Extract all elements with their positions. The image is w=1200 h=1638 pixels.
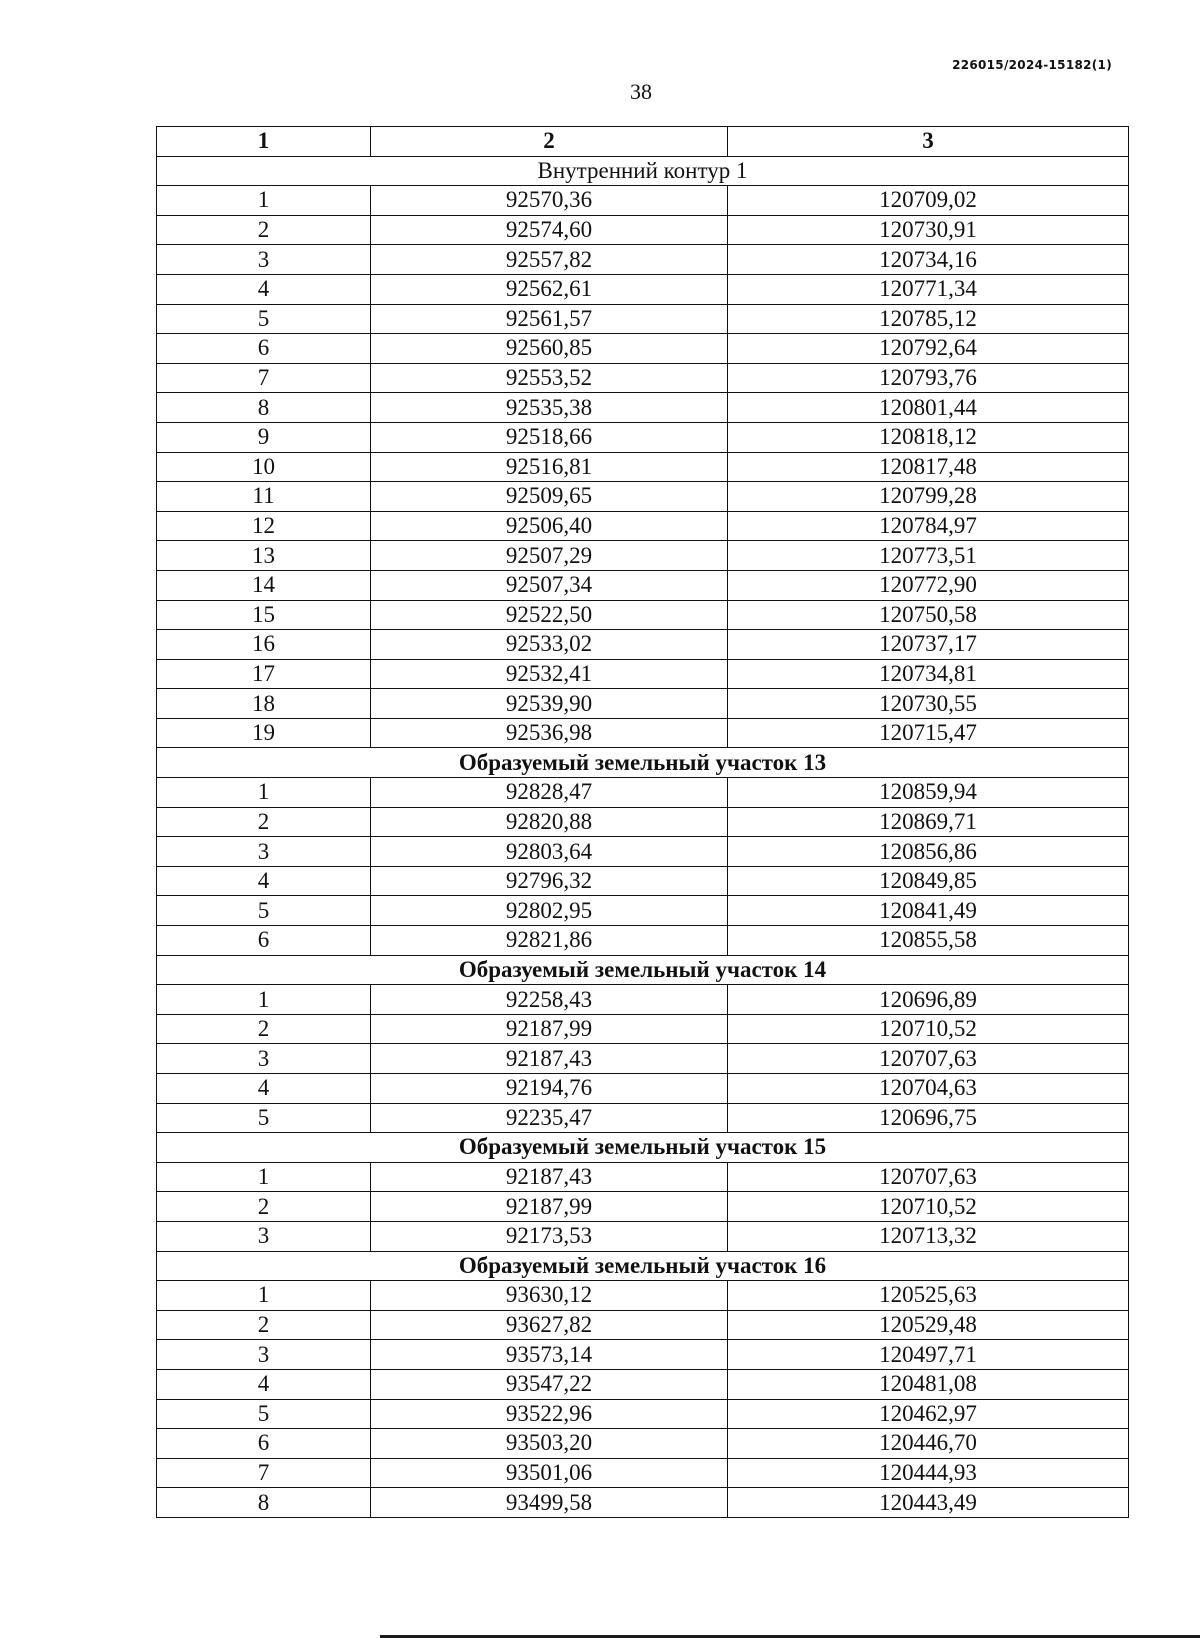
y-coordinate-cell: 120818,12: [728, 422, 1129, 452]
column-header-2: 2: [371, 127, 728, 157]
table-row: [157, 1429, 1129, 1459]
table-row: [157, 807, 1129, 837]
section-header-row: [157, 156, 1129, 186]
point-number-cell: 14: [157, 570, 371, 600]
x-coordinate-cell: 92557,82: [371, 245, 728, 275]
table-row: [157, 926, 1129, 956]
y-coordinate-cell: 120481,08: [728, 1369, 1129, 1399]
table-row: [157, 659, 1129, 689]
table-row: [157, 1340, 1129, 1370]
x-coordinate-cell: 92820,88: [371, 807, 728, 837]
x-coordinate-cell: 92258,43: [371, 985, 728, 1015]
x-coordinate-cell: 92802,95: [371, 896, 728, 926]
table-row: [157, 896, 1129, 926]
section-title: Образуемый земельный участок 16: [157, 1251, 1129, 1281]
point-number-cell: 2: [157, 1014, 371, 1044]
point-number-cell: 1: [157, 1281, 371, 1311]
point-number-cell: 2: [157, 215, 371, 245]
point-number-cell: 11: [157, 482, 371, 512]
point-number-cell: 7: [157, 1458, 371, 1488]
x-coordinate-cell: 92522,50: [371, 600, 728, 630]
y-coordinate-cell: 120696,89: [728, 985, 1129, 1015]
y-coordinate-cell: 120730,55: [728, 689, 1129, 719]
y-coordinate-cell: 120737,17: [728, 630, 1129, 660]
point-number-cell: 10: [157, 452, 371, 482]
y-coordinate-cell: 120841,49: [728, 896, 1129, 926]
table-row: [157, 541, 1129, 571]
coordinates-table-body: [157, 127, 1129, 1518]
x-coordinate-cell: 93630,12: [371, 1281, 728, 1311]
table-row: [157, 1399, 1129, 1429]
point-number-cell: 18: [157, 689, 371, 719]
table-row: [157, 393, 1129, 423]
y-coordinate-cell: 120710,52: [728, 1014, 1129, 1044]
x-coordinate-cell: 92536,98: [371, 718, 728, 748]
x-coordinate-cell: 92187,43: [371, 1044, 728, 1074]
table-row: [157, 452, 1129, 482]
point-number-cell: 4: [157, 1074, 371, 1104]
table-row: [157, 334, 1129, 364]
section-title: Образуемый земельный участок 15: [157, 1133, 1129, 1163]
x-coordinate-cell: 92560,85: [371, 334, 728, 364]
point-number-cell: 6: [157, 334, 371, 364]
point-number-cell: 2: [157, 807, 371, 837]
table-row: [157, 630, 1129, 660]
table-row: [157, 1192, 1129, 1222]
table-row: [157, 1310, 1129, 1340]
x-coordinate-cell: 92533,02: [371, 630, 728, 660]
y-coordinate-cell: 120859,94: [728, 778, 1129, 808]
column-header-1: 1: [157, 127, 371, 157]
point-number-cell: 5: [157, 1103, 371, 1133]
point-number-cell: 5: [157, 304, 371, 334]
x-coordinate-cell: 92507,34: [371, 570, 728, 600]
x-coordinate-cell: 92509,65: [371, 482, 728, 512]
x-coordinate-cell: 92187,99: [371, 1192, 728, 1222]
x-coordinate-cell: 92516,81: [371, 452, 728, 482]
y-coordinate-cell: 120707,63: [728, 1044, 1129, 1074]
table-row: [157, 689, 1129, 719]
point-number-cell: 2: [157, 1310, 371, 1340]
table-row: [157, 1014, 1129, 1044]
x-coordinate-cell: 92532,41: [371, 659, 728, 689]
point-number-cell: 4: [157, 274, 371, 304]
y-coordinate-cell: 120730,91: [728, 215, 1129, 245]
y-coordinate-cell: 120525,63: [728, 1281, 1129, 1311]
x-coordinate-cell: 93503,20: [371, 1429, 728, 1459]
point-number-cell: 1: [157, 186, 371, 216]
y-coordinate-cell: 120817,48: [728, 452, 1129, 482]
point-number-cell: 16: [157, 630, 371, 660]
table-row: [157, 363, 1129, 393]
point-number-cell: 1: [157, 778, 371, 808]
y-coordinate-cell: 120855,58: [728, 926, 1129, 956]
x-coordinate-cell: 93627,82: [371, 1310, 728, 1340]
y-coordinate-cell: 120792,64: [728, 334, 1129, 364]
table-row: [157, 1369, 1129, 1399]
point-number-cell: 8: [157, 393, 371, 423]
y-coordinate-cell: 120849,85: [728, 866, 1129, 896]
y-coordinate-cell: 120710,52: [728, 1192, 1129, 1222]
table-row: [157, 422, 1129, 452]
x-coordinate-cell: 92506,40: [371, 511, 728, 541]
section-title: Образуемый земельный участок 13: [157, 748, 1129, 778]
table-row: [157, 304, 1129, 334]
point-number-cell: 3: [157, 1221, 371, 1251]
point-number-cell: 3: [157, 1044, 371, 1074]
y-coordinate-cell: 120771,34: [728, 274, 1129, 304]
point-number-cell: 1: [157, 1162, 371, 1192]
table-row: [157, 718, 1129, 748]
point-number-cell: 7: [157, 363, 371, 393]
y-coordinate-cell: 120734,16: [728, 245, 1129, 275]
table-row: [157, 866, 1129, 896]
page-number: 38: [630, 79, 652, 104]
y-coordinate-cell: 120704,63: [728, 1074, 1129, 1104]
y-coordinate-cell: 120773,51: [728, 541, 1129, 571]
table-row: [157, 600, 1129, 630]
x-coordinate-cell: 92553,52: [371, 363, 728, 393]
column-header-3: 3: [728, 127, 1129, 157]
point-number-cell: 4: [157, 1369, 371, 1399]
point-number-cell: 8: [157, 1488, 371, 1518]
point-number-cell: 17: [157, 659, 371, 689]
section-title: Образуемый земельный участок 14: [157, 955, 1129, 985]
y-coordinate-cell: 120715,47: [728, 718, 1129, 748]
point-number-cell: 5: [157, 896, 371, 926]
table-row: [157, 482, 1129, 512]
point-number-cell: 19: [157, 718, 371, 748]
y-coordinate-cell: 120446,70: [728, 1429, 1129, 1459]
y-coordinate-cell: 120750,58: [728, 600, 1129, 630]
y-coordinate-cell: 120696,75: [728, 1103, 1129, 1133]
x-coordinate-cell: 93501,06: [371, 1458, 728, 1488]
table-row: [157, 1281, 1129, 1311]
x-coordinate-cell: 92574,60: [371, 215, 728, 245]
x-coordinate-cell: 93573,14: [371, 1340, 728, 1370]
y-coordinate-cell: 120785,12: [728, 304, 1129, 334]
x-coordinate-cell: 92507,29: [371, 541, 728, 571]
x-coordinate-cell: 92187,99: [371, 1014, 728, 1044]
table-row: [157, 245, 1129, 275]
point-number-cell: 3: [157, 837, 371, 867]
section-header-row: [157, 748, 1129, 778]
x-coordinate-cell: 92803,64: [371, 837, 728, 867]
y-coordinate-cell: 120869,71: [728, 807, 1129, 837]
document-id: 226015/2024-15182(1): [952, 58, 1112, 72]
x-coordinate-cell: 93547,22: [371, 1369, 728, 1399]
table-row: [157, 1458, 1129, 1488]
x-coordinate-cell: 93499,58: [371, 1488, 728, 1518]
point-number-cell: 4: [157, 866, 371, 896]
y-coordinate-cell: 120734,81: [728, 659, 1129, 689]
y-coordinate-cell: 120707,63: [728, 1162, 1129, 1192]
y-coordinate-cell: 120793,76: [728, 363, 1129, 393]
table-row: [157, 1162, 1129, 1192]
table-row: [157, 215, 1129, 245]
y-coordinate-cell: 120801,44: [728, 393, 1129, 423]
point-number-cell: 6: [157, 1429, 371, 1459]
section-header-row: [157, 1133, 1129, 1163]
table-row: [157, 1103, 1129, 1133]
y-coordinate-cell: 120444,93: [728, 1458, 1129, 1488]
x-coordinate-cell: 92194,76: [371, 1074, 728, 1104]
table-row: [157, 837, 1129, 867]
x-coordinate-cell: 92821,86: [371, 926, 728, 956]
point-number-cell: 3: [157, 245, 371, 275]
table-row: [157, 511, 1129, 541]
y-coordinate-cell: 120713,32: [728, 1221, 1129, 1251]
table-row: [157, 1488, 1129, 1518]
x-coordinate-cell: 92561,57: [371, 304, 728, 334]
y-coordinate-cell: 120443,49: [728, 1488, 1129, 1518]
x-coordinate-cell: 92518,66: [371, 422, 728, 452]
x-coordinate-cell: 92235,47: [371, 1103, 728, 1133]
x-coordinate-cell: 92535,38: [371, 393, 728, 423]
table-row: [157, 274, 1129, 304]
x-coordinate-cell: 93522,96: [371, 1399, 728, 1429]
table-row: [157, 1221, 1129, 1251]
point-number-cell: 9: [157, 422, 371, 452]
y-coordinate-cell: 120772,90: [728, 570, 1129, 600]
table-row: [157, 985, 1129, 1015]
table-row: [157, 1044, 1129, 1074]
y-coordinate-cell: 120529,48: [728, 1310, 1129, 1340]
section-header-row: [157, 955, 1129, 985]
x-coordinate-cell: 92828,47: [371, 778, 728, 808]
point-number-cell: 12: [157, 511, 371, 541]
x-coordinate-cell: 92173,53: [371, 1221, 728, 1251]
x-coordinate-cell: 92796,32: [371, 866, 728, 896]
point-number-cell: 1: [157, 985, 371, 1015]
table-row: [157, 186, 1129, 216]
y-coordinate-cell: 120799,28: [728, 482, 1129, 512]
y-coordinate-cell: 120709,02: [728, 186, 1129, 216]
x-coordinate-cell: 92187,43: [371, 1162, 728, 1192]
y-coordinate-cell: 120462,97: [728, 1399, 1129, 1429]
table-row: [157, 778, 1129, 808]
x-coordinate-cell: 92562,61: [371, 274, 728, 304]
table-row: [157, 570, 1129, 600]
y-coordinate-cell: 120784,97: [728, 511, 1129, 541]
coordinates-table: [156, 126, 1129, 1518]
y-coordinate-cell: 120856,86: [728, 837, 1129, 867]
point-number-cell: 2: [157, 1192, 371, 1222]
column-header-row: [157, 127, 1129, 157]
y-coordinate-cell: 120497,71: [728, 1340, 1129, 1370]
point-number-cell: 13: [157, 541, 371, 571]
section-title: Внутренний контур 1: [157, 156, 1129, 186]
section-header-row: [157, 1251, 1129, 1281]
point-number-cell: 15: [157, 600, 371, 630]
point-number-cell: 3: [157, 1340, 371, 1370]
x-coordinate-cell: 92539,90: [371, 689, 728, 719]
point-number-cell: 5: [157, 1399, 371, 1429]
table-row: [157, 1074, 1129, 1104]
point-number-cell: 6: [157, 926, 371, 956]
x-coordinate-cell: 92570,36: [371, 186, 728, 216]
